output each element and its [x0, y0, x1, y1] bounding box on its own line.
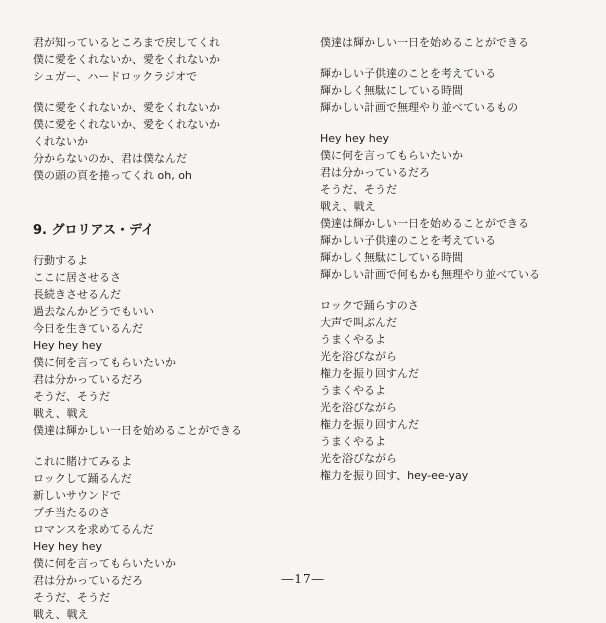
lyric-line: 戦え、戦え — [320, 200, 376, 213]
lyric-line: 権力を振り回す、hey-ee-yay — [320, 469, 469, 482]
lyric-line: Hey hey hey — [320, 132, 390, 145]
lyric-line: 君は分かっているだろ — [33, 574, 143, 587]
lyric-line: そうだ、そうだ — [33, 390, 110, 403]
lyrics-block — [33, 252, 303, 439]
lyric-line: 今日を生きているんだ — [33, 322, 143, 335]
song-title: 9. グロリアス・デイ — [33, 223, 155, 238]
lyric-line: うまくやるよ — [320, 435, 386, 448]
lyric-line: Hey hey hey — [33, 339, 103, 352]
lyric-line: 権力を振り回すんだ — [320, 418, 419, 431]
lyrics-block — [320, 130, 590, 283]
lyric-line: 戦え、戦え — [33, 407, 89, 420]
lyric-line: 分からないのか、君は僕なんだ — [33, 152, 187, 165]
lyric-line: そうだ、そうだ — [320, 183, 397, 196]
lyric-line: 輝かしく無駄にしている時間 — [320, 84, 463, 97]
lyrics-block — [33, 99, 303, 184]
lyric-line: シュガー、ハードロックラジオで — [33, 70, 198, 83]
lyric-line: ロマンスを求めてるんだ — [33, 523, 154, 536]
lyric-line: 長続きさせるんだ — [33, 288, 121, 301]
lyric-line: 僕に愛をくれないか、愛をくれないか — [33, 53, 220, 66]
lyrics-block — [320, 34, 590, 51]
left-column — [33, 34, 303, 623]
lyrics-block — [33, 34, 303, 85]
lyric-line: 輝かしい計画で無理やり並べているもの — [320, 101, 518, 114]
lyric-line: ロックで踊らすのさ — [320, 299, 419, 312]
lyric-line: 僕に愛をくれないか、愛をくれないか — [33, 118, 220, 131]
lyric-line: 僕に何を言ってもらいたいか — [320, 149, 463, 162]
right-column — [320, 34, 590, 484]
lyric-line: 新しいサウンドで — [33, 489, 121, 502]
lyric-line: 僕達は輝かしい一日を始めることができる — [320, 36, 529, 49]
lyric-line: ブチ当たるのさ — [33, 506, 110, 519]
lyric-line: くれないか — [33, 135, 88, 148]
lyrics-block — [320, 65, 590, 116]
lyric-line: これに賭けてみるよ — [33, 455, 132, 468]
lyrics-block — [320, 297, 590, 484]
lyric-line: うまくやるよ — [320, 384, 386, 397]
lyrics-block — [33, 453, 303, 623]
lyric-line: 君は分かっているだろ — [320, 166, 430, 179]
lyric-line: 輝かしい子供達のことを考えている — [320, 234, 496, 247]
lyric-line: 輝かしい計画で何もかも無理やり並べている — [320, 268, 540, 281]
lyric-line: 行動するよ — [33, 254, 88, 267]
lyric-line: 権力を振り回すんだ — [320, 367, 419, 380]
lyric-line: 僕達は輝かしい一日を始めることができる — [33, 424, 242, 437]
lyric-line: うまくやるよ — [320, 333, 386, 346]
lyric-line: 大声で叫ぶんだ — [320, 316, 397, 329]
lyric-line: 君が知っているところまで戻してくれ — [33, 36, 220, 49]
lyric-line: 輝かしく無駄にしている時間 — [320, 251, 463, 264]
lyric-line: 僕に愛をくれないか、愛をくれないか — [33, 101, 220, 114]
lyric-line: 光を浴びながら — [320, 452, 397, 465]
lyric-line: 僕に何を言ってもらいたいか — [33, 557, 176, 570]
lyric-line: 光を浴びながら — [320, 401, 397, 414]
lyric-line: 僕達は輝かしい一日を始めることができる — [320, 217, 529, 230]
page-number-text: ―17― — [281, 572, 325, 586]
lyric-line: ここに居させるさ — [33, 271, 121, 284]
lyric-line: そうだ、そうだ — [33, 591, 110, 604]
lyric-line: 君は分かっているだろ — [33, 373, 143, 386]
lyric-line: 戦え、戦え — [33, 608, 89, 621]
page-number — [0, 572, 606, 586]
lyric-line: 僕の頭の頁を捲ってくれ oh, oh — [33, 169, 192, 182]
lyric-line: 輝かしい子供達のことを考えている — [320, 67, 496, 80]
lyric-line: 過去なんかどうでもいい — [33, 305, 154, 318]
lyric-line: 光を浴びながら — [320, 350, 397, 363]
lyric-line: Hey hey hey — [33, 540, 103, 553]
lyric-line: ロックして踊るんだ — [33, 472, 132, 485]
lyric-line: 僕に何を言ってもらいたいか — [33, 356, 176, 369]
